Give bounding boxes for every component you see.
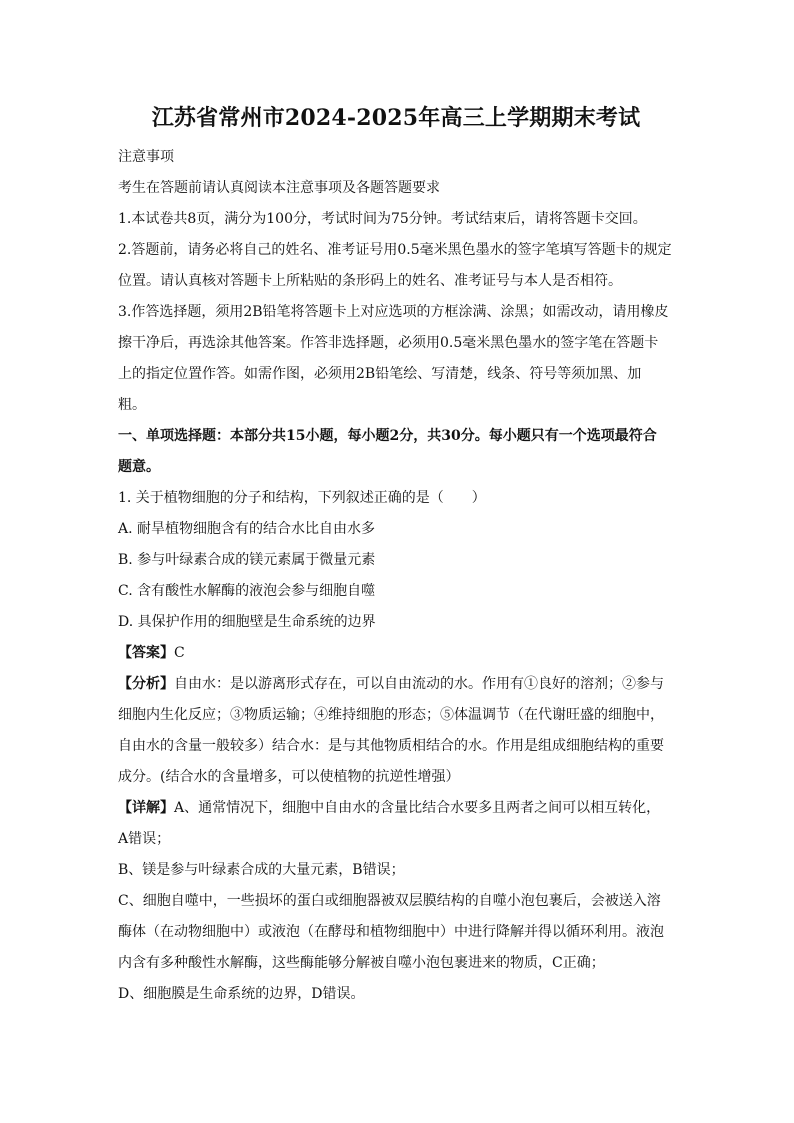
detail-line-1 bbox=[118, 793, 674, 824]
question-1-option-a: A. 耐旱植物细胞含有的结合水比自由水多 bbox=[118, 521, 376, 537]
answer-tag: 【答案】 bbox=[118, 645, 174, 661]
page-title: 江苏省常州市2024-2025年高三上学期期末考试 bbox=[151, 105, 641, 131]
detail-line-7: D、细胞膜是生命系统的边界，D错误。 bbox=[118, 986, 365, 1002]
notice-item-3-line-4: 粗。 bbox=[118, 397, 146, 413]
question-1-option-b: B. 参与叶绿素合成的镁元素属于微量元素 bbox=[118, 552, 376, 568]
analysis-line-2: 细胞内生化反应；③物质运输；④维持细胞的形态；⑤体温调节（在代谢旺盛的细胞中， bbox=[118, 707, 664, 723]
notice-item-3-line-3: 上的指定位置作答。如需作图，必须用2B铅笔绘、写清楚，线条、符号等须加黑、加 bbox=[118, 366, 642, 382]
detail-text-1: A、通常情况下，细胞中自由水的含量比结合水要多且两者之间可以相互转化， bbox=[174, 800, 661, 816]
analysis-line-4: 成分。(结合水的含量增多，可以使植物的抗逆性增强） bbox=[118, 769, 460, 785]
detail-line-6: 内含有多种酸性水解酶，这些酶能够分解被自噬小泡包裹进来的物质，C正确； bbox=[118, 955, 605, 971]
detail-line-4: C、细胞自噬中，一些损坏的蛋白或细胞器被双层膜结构的自噬小泡包裹后，会被送入溶 bbox=[118, 893, 661, 909]
detail-tag: 【详解】 bbox=[118, 800, 174, 816]
analysis-text-1: 自由水：是以游离形式存在，可以自由流动的水。作用有①良好的溶剂；②参与 bbox=[174, 676, 664, 692]
notice-item-2-line-2: 位置。请认真核对答题卡上所粘贴的条形码上的姓名、准考证号与本人是否相符。 bbox=[118, 273, 622, 289]
question-1-option-d: D. 具保护作用的细胞壁是生命系统的边界 bbox=[118, 614, 376, 630]
detail-line-2: A错误； bbox=[118, 831, 171, 847]
notice-intro: 考生在答题前请认真阅读本注意事项及各题答题要求 bbox=[118, 180, 440, 196]
notice-item-3-line-1: 3.作答选择题，须用2B铅笔将答题卡上对应选项的方框涂满、涂黑；如需改动，请用橡皮 bbox=[118, 304, 669, 320]
answer-line bbox=[118, 638, 674, 669]
detail-line-5: 酶体（在动物细胞中）或液泡（在酵母和植物细胞中）中进行降解并得以循环利用。液泡 bbox=[118, 924, 664, 940]
question-1-stem: 1. 关于植物细胞的分子和结构，下列叙述正确的是（ ） bbox=[118, 490, 486, 506]
question-1-option-c: C. 含有酸性水解酶的液泡会参与细胞自噬 bbox=[118, 583, 376, 599]
notice-item-3-line-2: 擦干净后，再选涂其他答案。作答非选择题，必须用0.5毫米黑色墨水的签字笔在答题卡 bbox=[118, 335, 659, 351]
section-heading-line-2: 题意。 bbox=[118, 459, 160, 475]
notice-heading: 注意事项 bbox=[118, 149, 174, 165]
document-page bbox=[118, 103, 674, 1010]
analysis-line-3: 自由水的含量一般较多）结合水：是与其他物质相结合的水。作用是组成细胞结构的重要 bbox=[118, 738, 664, 754]
notice-item-2-line-1: 2.答题前，请务必将自己的姓名、准考证号用0.5毫米黑色墨水的签字笔填写答题卡的规定 bbox=[118, 242, 672, 258]
analysis-tag: 【分析】 bbox=[118, 676, 174, 692]
notice-item-1: 1.本试卷共8页，满分为100分，考试时间为75分钟。考试结束后，请将答题卡交回。 bbox=[118, 211, 647, 227]
answer-value: C bbox=[174, 645, 185, 661]
analysis-line-1 bbox=[118, 669, 674, 700]
detail-line-3: B、镁是参与叶绿素合成的大量元素，B错误； bbox=[118, 862, 405, 878]
section-heading-line-1: 一、单项选择题：本部分共15小题，每小题2分，共30分。每小题只有一个选项最符合 bbox=[118, 428, 657, 444]
